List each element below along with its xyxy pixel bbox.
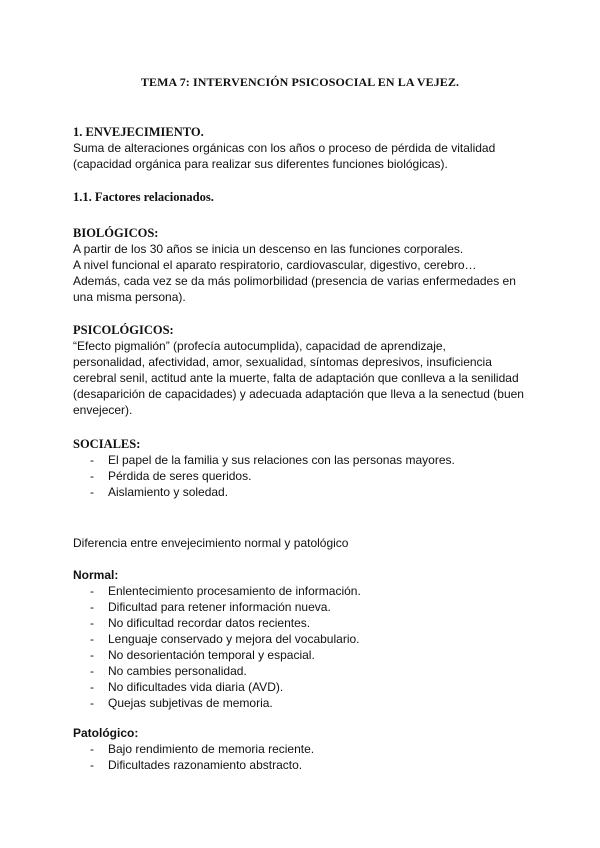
paragraph-line: (capacidad orgánica para realizar sus diferentes funciones biológicas). bbox=[73, 157, 448, 171]
section-heading: BIOLÓGICOS: bbox=[73, 226, 159, 240]
document-title: TEMA 7: INTERVENCIÓN PSICOSOCIAL EN LA VEJEZ. bbox=[140, 75, 460, 89]
paragraph-line: envejecer). bbox=[73, 403, 133, 417]
dash-bullet: - bbox=[90, 680, 94, 694]
section-heading: Patológico: bbox=[73, 726, 139, 740]
dash-list bbox=[73, 452, 533, 500]
list-item bbox=[73, 647, 533, 663]
dash-bullet: - bbox=[90, 453, 94, 467]
list-item-text: Dificultades razonamiento abstracto. bbox=[108, 758, 303, 772]
section-biologicos bbox=[73, 225, 533, 305]
list-item bbox=[73, 679, 533, 695]
paragraph-line: “Efecto pigmalión” (profecía autocumplida), capacidad de aprendizaje, bbox=[73, 339, 446, 353]
paragraph-line: A partir de los 30 años se inicia un descenso en las funciones corporales. bbox=[73, 242, 464, 256]
section-patologico bbox=[73, 725, 533, 773]
dash-bullet: - bbox=[90, 616, 94, 630]
dash-bullet: - bbox=[90, 632, 94, 646]
paragraph-line: Suma de alteraciones orgánicas con los años o proceso de pérdida de vitalidad bbox=[73, 141, 496, 155]
section-envejecimiento bbox=[73, 124, 533, 172]
paragraph-line: personalidad, afectividad, amor, sexualidad, síntomas depresivos, insuficiencia bbox=[73, 355, 492, 369]
section-paragraph bbox=[73, 338, 533, 418]
list-item bbox=[73, 695, 533, 711]
section-normal bbox=[73, 567, 533, 711]
list-item-text: Pérdida de seres queridos. bbox=[108, 469, 252, 483]
list-item bbox=[73, 583, 533, 599]
section-psicologicos bbox=[73, 322, 533, 418]
subsection-heading: 1.1. Factores relacionados. bbox=[73, 190, 214, 204]
dash-bullet: - bbox=[90, 485, 94, 499]
paragraph-line: una misma persona). bbox=[73, 290, 186, 304]
dash-bullet: - bbox=[90, 696, 94, 710]
paragraph-line: cerebral senil, actitud ante la muerte, falta de adaptación que conlleva a la senilidad bbox=[73, 371, 519, 385]
section-sociales bbox=[73, 436, 533, 500]
paragraph-line: Además, cada vez se da más polimorbilidad (presencia de varias enfermedades en bbox=[73, 274, 516, 288]
list-item-text: Dificultad para retener información nueva. bbox=[108, 600, 331, 614]
section-heading: Normal: bbox=[73, 568, 119, 582]
list-item bbox=[73, 741, 533, 757]
list-item-text: No desorientación temporal y espacial. bbox=[108, 648, 315, 662]
section-paragraph bbox=[73, 140, 533, 172]
dash-bullet: - bbox=[90, 600, 94, 614]
section-paragraph bbox=[73, 241, 533, 305]
dash-list bbox=[73, 741, 533, 773]
dash-bullet: - bbox=[90, 758, 94, 772]
list-item-text: No dificultad recordar datos recientes. bbox=[108, 616, 311, 630]
list-item bbox=[73, 599, 533, 615]
section-heading: PSICOLÓGICOS: bbox=[73, 323, 174, 337]
diferencia-line: Diferencia entre envejecimiento normal y patológico bbox=[73, 536, 349, 550]
paragraph-line: A nivel funcional el aparato respiratorio, cardiovascular, digestivo, cerebro… bbox=[73, 258, 477, 272]
list-item-text: Aislamiento y soledad. bbox=[108, 485, 229, 499]
list-item bbox=[73, 452, 533, 468]
dash-bullet: - bbox=[90, 664, 94, 678]
list-item-text: Lenguaje conservado y mejora del vocabulario. bbox=[108, 632, 360, 646]
dash-bullet: - bbox=[90, 742, 94, 756]
dash-bullet: - bbox=[90, 584, 94, 598]
list-item-text: No dificultades vida diaria (AVD). bbox=[108, 680, 284, 694]
list-item-text: El papel de la familia y sus relaciones con las personas mayores. bbox=[108, 453, 455, 467]
list-item-text: Bajo rendimiento de memoria reciente. bbox=[108, 742, 315, 756]
list-item bbox=[73, 663, 533, 679]
list-item bbox=[73, 615, 533, 631]
section-heading: 1. ENVEJECIMIENTO. bbox=[73, 125, 204, 139]
list-item bbox=[73, 468, 533, 484]
list-item-text: No cambies personalidad. bbox=[108, 664, 247, 678]
list-item bbox=[73, 757, 533, 773]
list-item bbox=[73, 631, 533, 647]
section-heading: SOCIALES: bbox=[73, 437, 141, 451]
subsection-factores bbox=[73, 189, 533, 205]
list-item bbox=[73, 484, 533, 500]
dash-list bbox=[73, 583, 533, 711]
paragraph-line: (desaparición de capacidades) y adecuada adaptación que lleva a la senectud (buen bbox=[73, 387, 524, 401]
list-item-text: Quejas subjetivas de memoria. bbox=[108, 696, 273, 710]
dash-bullet: - bbox=[90, 469, 94, 483]
list-item-text: Enlentecimiento procesamiento de información. bbox=[108, 584, 361, 598]
dash-bullet: - bbox=[90, 648, 94, 662]
